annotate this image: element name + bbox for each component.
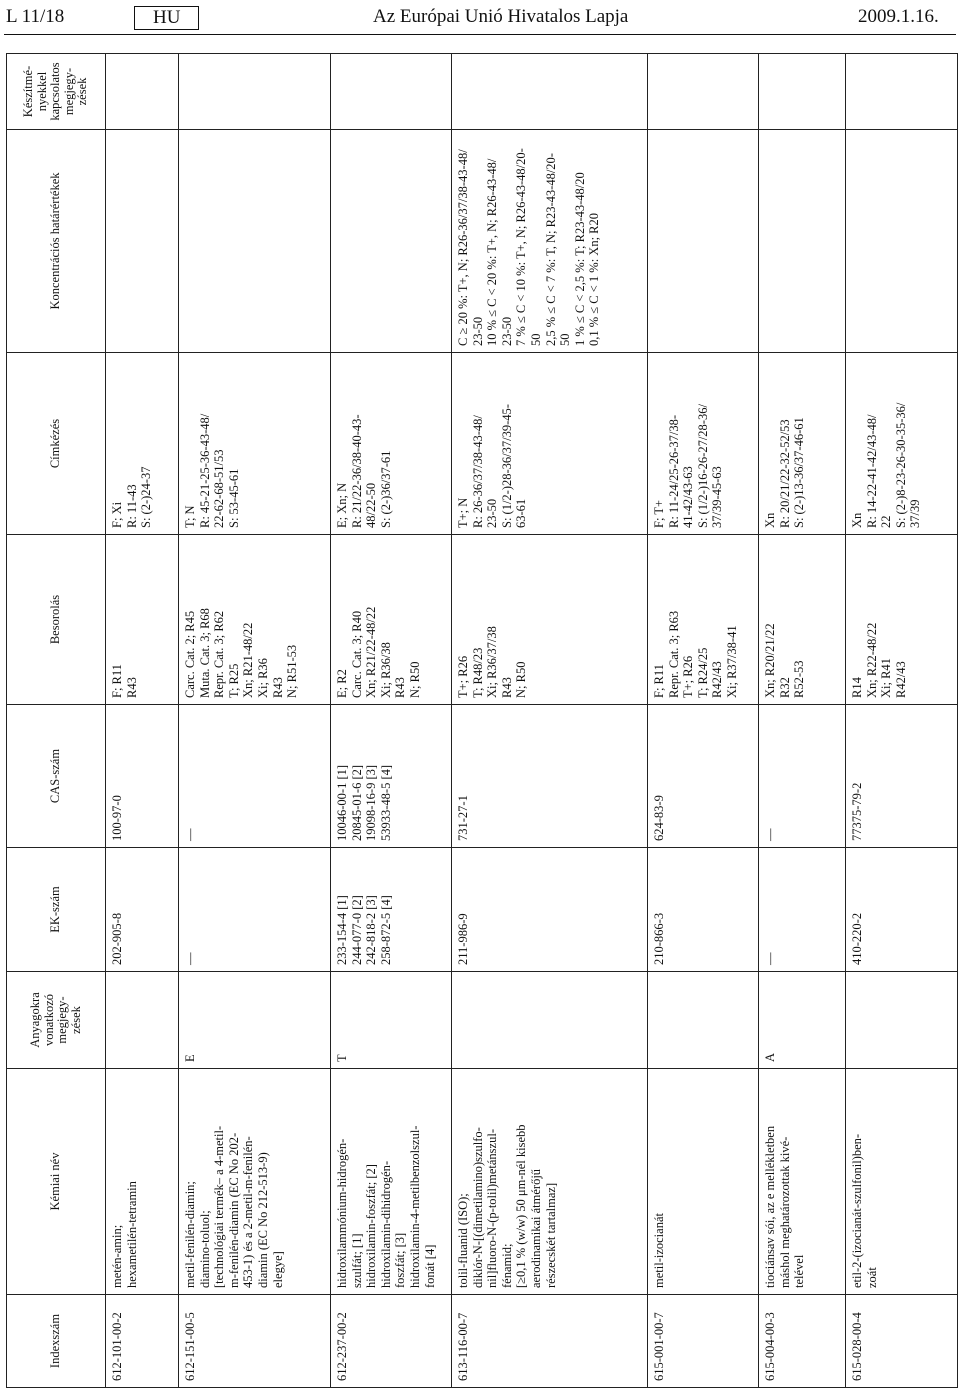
cell-labelling	[648, 353, 759, 535]
cell-line: R14	[850, 677, 864, 698]
cell-line: R32	[777, 677, 792, 698]
cell-line: hidroxilamin-dihidrogén-	[378, 1160, 393, 1288]
cell-line: R43	[393, 677, 408, 698]
cell-line: Xi; R36/37/38	[485, 626, 500, 698]
cell-classification	[648, 535, 759, 705]
cell-line: 63-61	[514, 498, 529, 528]
cell-line: T; R24/25	[695, 647, 710, 698]
cell-line: R: 20/21/22-32-52/53	[777, 419, 792, 528]
cell-line: Repr. Cat. 3; R63	[666, 610, 681, 698]
cell-index: 612-101-00-2	[106, 1295, 179, 1388]
cell-line: diklór-N-[(dimetilamino)szulfo-	[470, 1127, 485, 1288]
cell-preparation-note	[452, 54, 648, 130]
cell-line: F; T+	[652, 499, 666, 528]
cell-line: S: (2-)36/37-61	[378, 450, 393, 528]
header-line: nyekkel	[34, 71, 49, 112]
cell-ec-number	[179, 848, 331, 972]
cell-ec-number	[648, 848, 759, 972]
cell-line: 50	[558, 333, 573, 346]
cell-cas-number	[179, 705, 331, 848]
cell-chemical-name	[106, 1069, 179, 1295]
cell-line: metil-izocianát	[652, 1213, 666, 1288]
cell-index: 615-028-00-4	[846, 1295, 958, 1388]
cell-line: 37/39	[908, 499, 923, 528]
cell-substance-note	[106, 972, 179, 1069]
cell-line: Xn; R22-48/22	[864, 622, 879, 698]
cell-line: 210-866-3	[652, 912, 666, 965]
cell-line: Xn	[850, 512, 864, 528]
table-row	[759, 54, 846, 1388]
cell-line: —	[183, 828, 197, 841]
cell-line: F; R11	[652, 664, 666, 698]
cell-classification	[106, 535, 179, 705]
header-line: zések	[75, 77, 90, 106]
cell-line: S: (2-)24-37	[139, 466, 154, 528]
col-substance-notes-header	[7, 972, 106, 1069]
col-classification-header: Besorolás	[7, 535, 106, 705]
cell-line: F; Xi	[110, 501, 124, 528]
cell-classification	[331, 535, 452, 705]
cell-line: szulfát; [1]	[349, 1233, 364, 1288]
cell-line: N; R50	[407, 661, 422, 698]
cell-line: R: 11-24/25-26-37/38-	[666, 414, 681, 528]
cell-line: S: (2-)13-36/37-46-61	[792, 417, 807, 528]
table-row	[452, 54, 648, 1388]
table-row	[648, 54, 759, 1388]
cell-line: foszfát; [3]	[393, 1232, 408, 1288]
cell-preparation-note	[106, 54, 179, 130]
cell-line: S: (1/2-)16-26-27/28-36/	[695, 404, 710, 528]
cell-line: 10046-00-1 [1]	[335, 764, 349, 841]
cell-line: m-fenilén-diamin (EC No 202-	[226, 1132, 241, 1288]
cell-index: 613-116-00-7	[452, 1295, 648, 1388]
cell-line: R: 14-22-41-42/43-48/	[864, 414, 879, 528]
cell-line: 731-27-1	[456, 795, 470, 841]
cell-chemical-name	[846, 1069, 958, 1295]
cell-line: Muta. Cat. 3; R68	[197, 608, 212, 698]
cell-line: 77375-79-2	[850, 782, 864, 841]
header-line: Készítmé-	[21, 65, 36, 118]
cell-chemical-name	[648, 1069, 759, 1295]
cell-line: tolil-fluanid (ISO);	[456, 1193, 470, 1288]
cell-classification	[846, 535, 958, 705]
cell-line: 50	[528, 333, 543, 346]
cell-cas-number	[331, 705, 452, 848]
cell-line: N; R50	[514, 661, 529, 698]
cell-line: 19098-16-9 [3]	[364, 764, 379, 841]
cell-line: hexametilén-tetramin	[124, 1181, 139, 1288]
cell-line: 0,1 % ≤ C < 1 %: Xn; R20	[587, 212, 602, 346]
cell-concentration-limits	[179, 130, 331, 353]
cell-line: F; R11	[110, 664, 124, 698]
cell-ec-number	[331, 848, 452, 972]
substance-table-rotated	[6, 54, 956, 1388]
cell-line: 22	[879, 515, 894, 528]
col-preparation-notes-header	[7, 54, 106, 130]
cell-line: Xn; R21/22-48/22	[364, 606, 379, 698]
cell-line: R: 21/22-36/38-40-43-	[349, 414, 364, 528]
cell-labelling	[452, 353, 648, 535]
cell-line: aerodinamikai átmérőjű	[528, 1168, 543, 1288]
cell-line: metil-fenilén-diamin;	[183, 1181, 197, 1288]
cell-index: 612-151-00-5	[179, 1295, 331, 1388]
cell-ec-number	[759, 848, 846, 972]
cell-line: N; R51-53	[285, 644, 300, 698]
page-header	[0, 0, 960, 34]
cell-line: 7 % ≤ C < 10 %: T+, N; R26-43-48/20-	[514, 148, 529, 346]
cell-substance-note	[846, 972, 958, 1069]
cell-line: hidroxilamin-4-metilbenzolszul-	[407, 1125, 422, 1288]
cell-line: fonát [4]	[422, 1244, 437, 1288]
cell-substance-note	[452, 972, 648, 1069]
cell-line: 2,5 % ≤ C < 7 %: T, N; R23-43-48/20-	[543, 153, 558, 346]
table-row	[106, 54, 179, 1388]
cell-labelling	[759, 353, 846, 535]
cell-cas-number	[106, 705, 179, 848]
cell-line: Xi; R36	[255, 658, 270, 698]
cell-line: 1 % ≤ C < 2,5 %: T; R23-43-48/20	[572, 172, 587, 346]
cell-line: Repr. Cat. 3; R62	[212, 610, 227, 698]
cell-line: T+; R26	[681, 655, 696, 698]
cell-line: telével	[792, 1254, 807, 1288]
cell-labelling	[179, 353, 331, 535]
cell-line: R42/43	[893, 661, 908, 698]
cell-line: Xn	[763, 512, 777, 528]
substance-table	[6, 53, 958, 1388]
cell-classification	[759, 535, 846, 705]
cell-line: tiociánsav sói, az e mellékletben	[763, 1125, 777, 1288]
cell-preparation-note	[331, 54, 452, 130]
cell-classification	[179, 535, 331, 705]
cell-line: S: (1/2-)28-36/37/39-45-	[499, 404, 514, 528]
cell-line: R43	[499, 677, 514, 698]
col-ec-header: EK-szám	[7, 848, 106, 972]
page-reference: L 11/18	[6, 6, 65, 27]
cell-line: R52-53	[792, 660, 807, 698]
cell-cas-number	[846, 705, 958, 848]
cell-line: 10 % ≤ C < 20 %: T+, N; R26-43-48/	[485, 158, 500, 346]
cell-line: Xi; R41	[879, 658, 894, 698]
cell-line: részecskét tartalmaz]	[543, 1182, 558, 1288]
cell-line: S: (2-)8-23-26-30-35-36/	[893, 402, 908, 528]
cell-concentration-limits	[106, 130, 179, 353]
language-code: HU	[134, 6, 199, 30]
cell-line: Carc. Cat. 2; R45	[183, 610, 197, 698]
cell-line: Xi; R37/38-41	[724, 625, 739, 698]
header-line: zések	[68, 1006, 83, 1034]
cell-concentration-limits	[846, 130, 958, 353]
table-row	[846, 54, 958, 1388]
header-rule	[4, 34, 956, 35]
cell-ec-number	[106, 848, 179, 972]
cell-line: T+; R26	[456, 655, 470, 698]
cell-substance-note: E	[179, 972, 331, 1069]
cell-chemical-name	[179, 1069, 331, 1295]
cell-line: metén-amin;	[110, 1224, 124, 1288]
cell-concentration-limits	[648, 130, 759, 353]
cell-labelling	[106, 353, 179, 535]
cell-line: R43	[124, 677, 139, 698]
cell-line: —	[763, 952, 777, 965]
cell-preparation-note	[179, 54, 331, 130]
cell-line: 100-97-0	[110, 795, 124, 841]
cell-line: —	[183, 952, 197, 965]
table-row	[179, 54, 331, 1388]
table-header-row	[7, 54, 106, 1388]
cell-line: diamin (EC No 212-513-9)	[255, 1152, 270, 1288]
cell-line: nil]fluoro-N-(p-tolil)metánszul-	[485, 1129, 500, 1288]
cell-line: [technológiai termék– a 4-metil-	[212, 1125, 227, 1288]
publication-date: 2009.1.16.	[858, 6, 939, 27]
cell-substance-note: A	[759, 972, 846, 1069]
cell-line: E; R2	[335, 669, 349, 698]
col-labelling-header: Címkézés	[7, 353, 106, 535]
cell-line: 233-154-4 [1]	[335, 895, 349, 965]
cell-line: 258-872-5 [4]	[378, 895, 393, 965]
cell-line: 211-986-9	[456, 913, 470, 965]
cell-preparation-note	[648, 54, 759, 130]
cell-line: R: 45-21-25-36-43-48/	[197, 413, 212, 528]
cell-line: Xn; R20/21/22	[763, 623, 777, 698]
cell-ec-number	[846, 848, 958, 972]
cell-line: 41-42/43-63	[681, 466, 696, 528]
cell-line: R: 11-43	[124, 484, 139, 528]
cell-line: zoát	[864, 1267, 879, 1288]
cell-chemical-name	[331, 1069, 452, 1295]
cell-line: fénamid;	[499, 1243, 514, 1288]
cell-preparation-note	[846, 54, 958, 130]
cell-line: diamino-toluol;	[197, 1210, 212, 1288]
cell-line: 202-905-8	[110, 912, 124, 965]
cell-index: 615-004-00-3	[759, 1295, 846, 1388]
cell-line: 242-818-2 [3]	[364, 895, 379, 965]
cell-line: T; R25	[226, 663, 241, 698]
cell-line: hidroxilammónium-hidrogén-	[335, 1138, 349, 1288]
cell-index: 612-237-00-2	[331, 1295, 452, 1388]
cell-concentration-limits	[331, 130, 452, 353]
cell-line: [≥0,1 % (w/w) 50 μm-nél kisebb	[514, 1124, 529, 1288]
cell-line: elegye]	[270, 1251, 285, 1288]
cell-line: 37/39-45-63	[710, 466, 725, 528]
table-row	[331, 54, 452, 1388]
cell-line: 23-50	[470, 316, 485, 346]
header-line: Anyagokra	[28, 992, 42, 1048]
cell-concentration-limits	[759, 130, 846, 353]
col-concentration-header: Koncentrációs határértékek	[7, 130, 106, 353]
cell-line: 20845-01-6 [2]	[349, 764, 364, 841]
cell-line: 22-62-68-51/53	[212, 449, 227, 528]
cell-labelling	[331, 353, 452, 535]
cell-concentration-limits	[452, 130, 648, 353]
cell-line: 23-50	[485, 498, 500, 528]
col-name-header: Kémiai név	[7, 1069, 106, 1295]
cell-line: 624-83-9	[652, 795, 666, 841]
cell-line: etil-2-(izocianát-szulfonil)ben-	[850, 1133, 864, 1288]
cell-line: —	[763, 828, 777, 841]
header-line: vonatkozó	[41, 993, 56, 1047]
cell-index: 615-001-00-7	[648, 1295, 759, 1388]
cell-classification	[452, 535, 648, 705]
cell-line: 410-220-2	[850, 912, 864, 965]
header-line: megjegy-	[61, 67, 76, 116]
cell-ec-number	[452, 848, 648, 972]
cell-line: C ≥ 20 %: T+, N; R26-36/37/38-43-48/	[456, 149, 470, 346]
cell-line: R42/43	[710, 661, 725, 698]
cell-line: R43	[270, 677, 285, 698]
cell-cas-number	[759, 705, 846, 848]
cell-line: T+; N	[456, 497, 470, 528]
col-index-header: Indexszám	[7, 1295, 106, 1388]
cell-line: Xi; R36/38	[378, 642, 393, 698]
header-line: megjegy-	[55, 996, 69, 1044]
cell-line: 48/22-50	[364, 482, 379, 528]
cell-line: S: 53-45-61	[226, 468, 241, 528]
cell-preparation-note	[759, 54, 846, 130]
cell-chemical-name	[452, 1069, 648, 1295]
cell-line: T; N	[183, 505, 197, 528]
cell-cas-number	[452, 705, 648, 848]
cell-line: 23-50	[499, 316, 514, 346]
header-line: kapcsolatos	[48, 62, 63, 121]
cell-cas-number	[648, 705, 759, 848]
cell-chemical-name	[759, 1069, 846, 1295]
journal-title: Az Európai Unió Hivatalos Lapja	[373, 6, 629, 27]
cell-substance-note	[648, 972, 759, 1069]
cell-line: Carc. Cat. 3; R40	[349, 610, 364, 698]
cell-line: 244-077-0 [2]	[349, 895, 364, 965]
cell-line: E; Xn; N	[335, 482, 349, 528]
col-cas-header: CAS-szám	[7, 705, 106, 848]
cell-line: T; R48/23	[470, 647, 485, 698]
cell-line: 53933-48-5 [4]	[378, 764, 393, 841]
cell-substance-note: T	[331, 972, 452, 1069]
cell-line: R: 26-36/37/38-43-48/	[470, 415, 485, 528]
cell-line: máshol meghatározottak kivé-	[777, 1136, 792, 1288]
cell-labelling	[846, 353, 958, 535]
cell-line: hidroxilamin-foszfát; [2]	[364, 1164, 379, 1288]
cell-line: 453-1) és a 2-metil-m-fenilén-	[241, 1136, 256, 1288]
cell-line: Xn; R21-48/22	[241, 622, 256, 698]
